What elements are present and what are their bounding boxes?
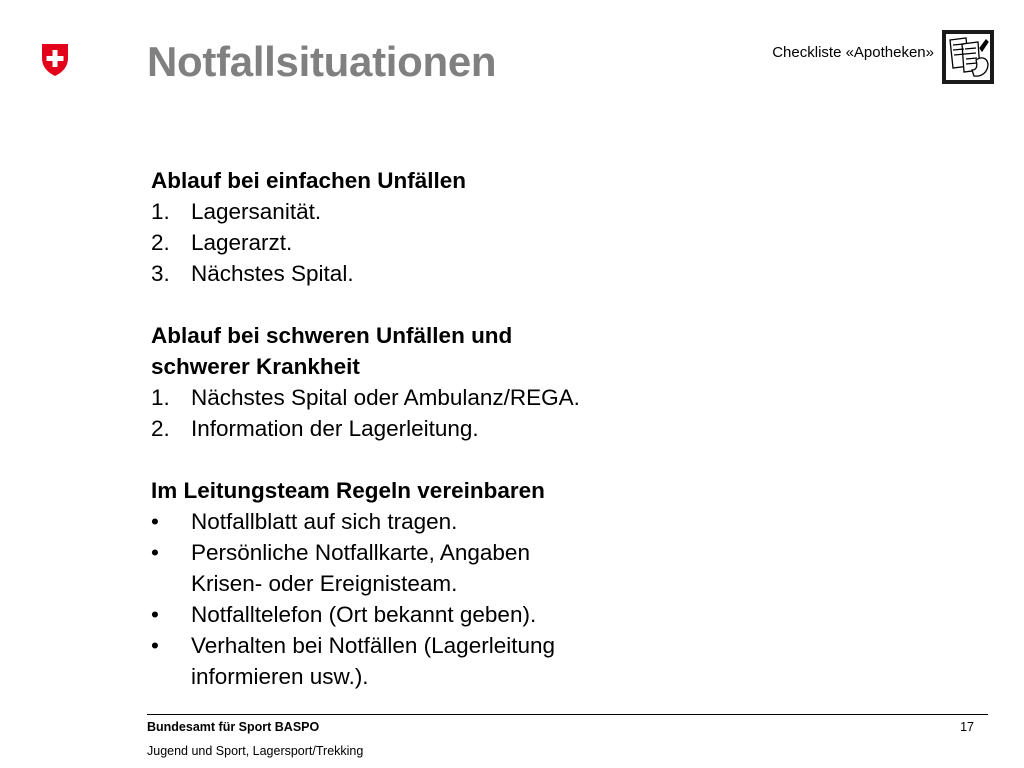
list-marker: 3.	[151, 261, 170, 286]
list-item-text: Notfallblatt auf sich tragen.	[191, 509, 458, 534]
section-severe-accidents	[151, 320, 711, 444]
bullet-marker: •	[151, 633, 159, 658]
page-title: Notfallsituationen	[147, 38, 497, 85]
bullet-list	[151, 506, 711, 692]
list-item-text: Lagersanität.	[191, 199, 322, 224]
text-line: informieren usw.).	[191, 664, 369, 689]
list-item-text: Notfalltelefon (Ort bekannt geben).	[191, 602, 537, 627]
section-heading: Im Leitungsteam Regeln vereinbaren	[151, 478, 545, 503]
list-marker: 1.	[151, 385, 170, 410]
list-item-text: Nächstes Spital.	[191, 261, 354, 286]
page-number: 17	[960, 720, 974, 734]
main-content	[151, 165, 711, 723]
list-item-text: Nächstes Spital oder Ambulanz/REGA.	[191, 385, 580, 410]
list-item	[151, 599, 711, 630]
bullet-marker: •	[151, 540, 159, 565]
list-item-text: Information der Lagerleitung.	[191, 416, 479, 441]
numbered-list	[151, 382, 711, 444]
footer-divider	[147, 714, 988, 715]
list-item	[151, 258, 711, 289]
list-item	[151, 506, 711, 537]
bullet-marker: •	[151, 602, 159, 627]
text-line: Krisen- oder Ereignisteam.	[191, 571, 458, 596]
list-item	[151, 537, 711, 599]
section-heading: Ablauf bei einfachen Unfällen	[151, 168, 467, 193]
footer-subtitle: Jugend und Sport, Lagersport/Trekking	[147, 744, 364, 758]
list-item	[151, 630, 711, 692]
footer-organization: Bundesamt für Sport BASPO	[147, 720, 320, 734]
section-simple-accidents	[151, 165, 711, 289]
numbered-list	[151, 196, 711, 289]
section-team-rules	[151, 475, 711, 692]
checklist-label: Checkliste «Apotheken»	[772, 44, 934, 61]
list-item	[151, 227, 711, 258]
bullet-marker: •	[151, 509, 159, 534]
list-marker: 1.	[151, 199, 170, 224]
list-item-text	[191, 537, 711, 599]
list-item	[151, 382, 711, 413]
text-line: Verhalten bei Notfällen (Lagerleitung	[191, 633, 555, 658]
list-marker: 2.	[151, 416, 170, 441]
list-item	[151, 413, 711, 444]
list-item-text: Lagerarzt.	[191, 230, 293, 255]
list-item	[151, 196, 711, 227]
swiss-shield-icon	[40, 42, 70, 78]
heading-line: Ablauf bei schweren Unfällen und	[151, 323, 513, 348]
text-line: Persönliche Notfallkarte, Angaben	[191, 540, 530, 565]
list-marker: 2.	[151, 230, 170, 255]
heading-line: schwerer Krankheit	[151, 354, 360, 379]
checklist-documents-icon	[942, 30, 994, 84]
list-item-text	[191, 630, 711, 692]
section-heading	[151, 320, 711, 382]
